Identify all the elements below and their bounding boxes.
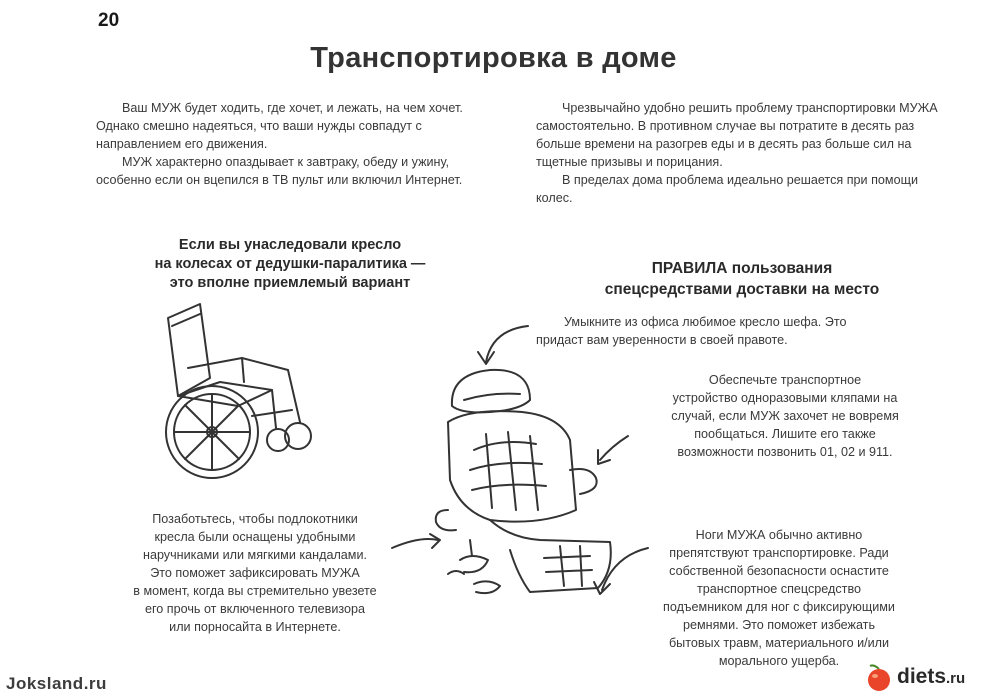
rule-3-line-4: Это поможет зафиксировать МУЖА	[150, 566, 360, 580]
apple-icon	[864, 662, 894, 692]
intro-left-paragraph-2: МУЖ характерно опаздывает к завтраку, обеду и ужину, особенно если он вцепился в ТВ пульт или включил Интернет.	[96, 155, 463, 187]
rule-3-line-1: Позаботьтесь, чтобы подлокотники	[152, 512, 358, 526]
rule-4-line-6: ремнями. Это поможет избежать	[682, 618, 876, 632]
wheelchair-heading-line-2: на колесах от дедушки-паралитика —	[154, 256, 426, 272]
rule-3-line-5: в момент, когда вы стремительно увезете	[133, 584, 377, 598]
rule-3-line-7: или порносайта в Интернете.	[169, 620, 341, 634]
rule-3-line-2: кресла были оснащены удобными	[154, 530, 356, 544]
footer-site-label: Joksland.ru	[6, 674, 107, 693]
rules-heading-line-2: спецсредствами доставки на место	[604, 281, 880, 298]
rule-4-line-1: Ноги МУЖА обычно активно	[695, 528, 863, 542]
rule-4-line-3: собственной безопасности оснастите	[669, 564, 889, 578]
page-title: Транспортировка в доме	[310, 42, 677, 74]
rule-4-line-2: препятствуют транспортировке. Ради	[669, 546, 889, 560]
rule-3-line-3: наручниками или мягкими кандалами.	[142, 548, 368, 562]
diets-logo-name: diets	[897, 665, 947, 688]
rule-2-line-4: пообщаться. Лишите его также	[694, 427, 876, 441]
rule-3-line-6: его прочь от включенного телевизора	[144, 602, 366, 616]
rule-4-line-4: транспортное спецсредство	[697, 582, 861, 596]
diets-logo	[864, 660, 982, 694]
rule-4-line-8: морального ущерба.	[718, 654, 840, 668]
page-number: 20	[98, 10, 120, 31]
arrow-rule-3-head	[430, 534, 440, 548]
rule-1-line-2: придаст вам уверенности в своей правоте.	[536, 333, 788, 347]
rule-4-line-7: бытовых травм, материального и/или	[668, 636, 890, 650]
rule-2-line-1: Обеспечьте транспортное	[708, 373, 862, 387]
rule-2-line-3: случай, если МУЖ захочет не вовремя	[671, 409, 899, 423]
arrow-rule-1	[486, 326, 528, 362]
rules-heading-line-1: ПРАВИЛА пользования	[651, 260, 833, 277]
intro-left-paragraph-1: Ваш МУЖ будет ходить, где хочет, и лежать, на чем хочет. Однако смешно надеяться, что ваши нужды совпадут с направлением его движения.	[96, 101, 463, 151]
rule-2-line-2: устройство одноразовыми кляпами на	[672, 391, 898, 405]
rule-2-line-5: возможности позвонить 01, 02 и 911.	[677, 445, 893, 459]
rule-4-line-5: подъемником для ног с фиксирующими	[663, 600, 895, 614]
rule-1-line-1: Умыкните из офиса любимое кресло шефа. Это	[564, 315, 847, 329]
wheelchair-heading-line-3: это вполне приемлемый вариант	[169, 275, 411, 291]
arrow-rule-2	[600, 436, 628, 460]
wheelchair-heading-line-1: Если вы унаследовали кресло	[178, 237, 402, 253]
arrow-rule-3	[392, 539, 438, 548]
intro-right-paragraph-2: В пределах дома проблема идеально решается при помощи колес.	[536, 173, 918, 205]
intro-right-paragraph-1: Чрезвычайно удобно решить проблему транспортировки МУЖА самостоятельно. В противном случае вы потратите в десять раз больше времени на разогрев еды и в десять раз больше сил на тщетные призывы и порицания.	[536, 101, 938, 169]
diets-logo-tld: .ru	[946, 670, 966, 687]
